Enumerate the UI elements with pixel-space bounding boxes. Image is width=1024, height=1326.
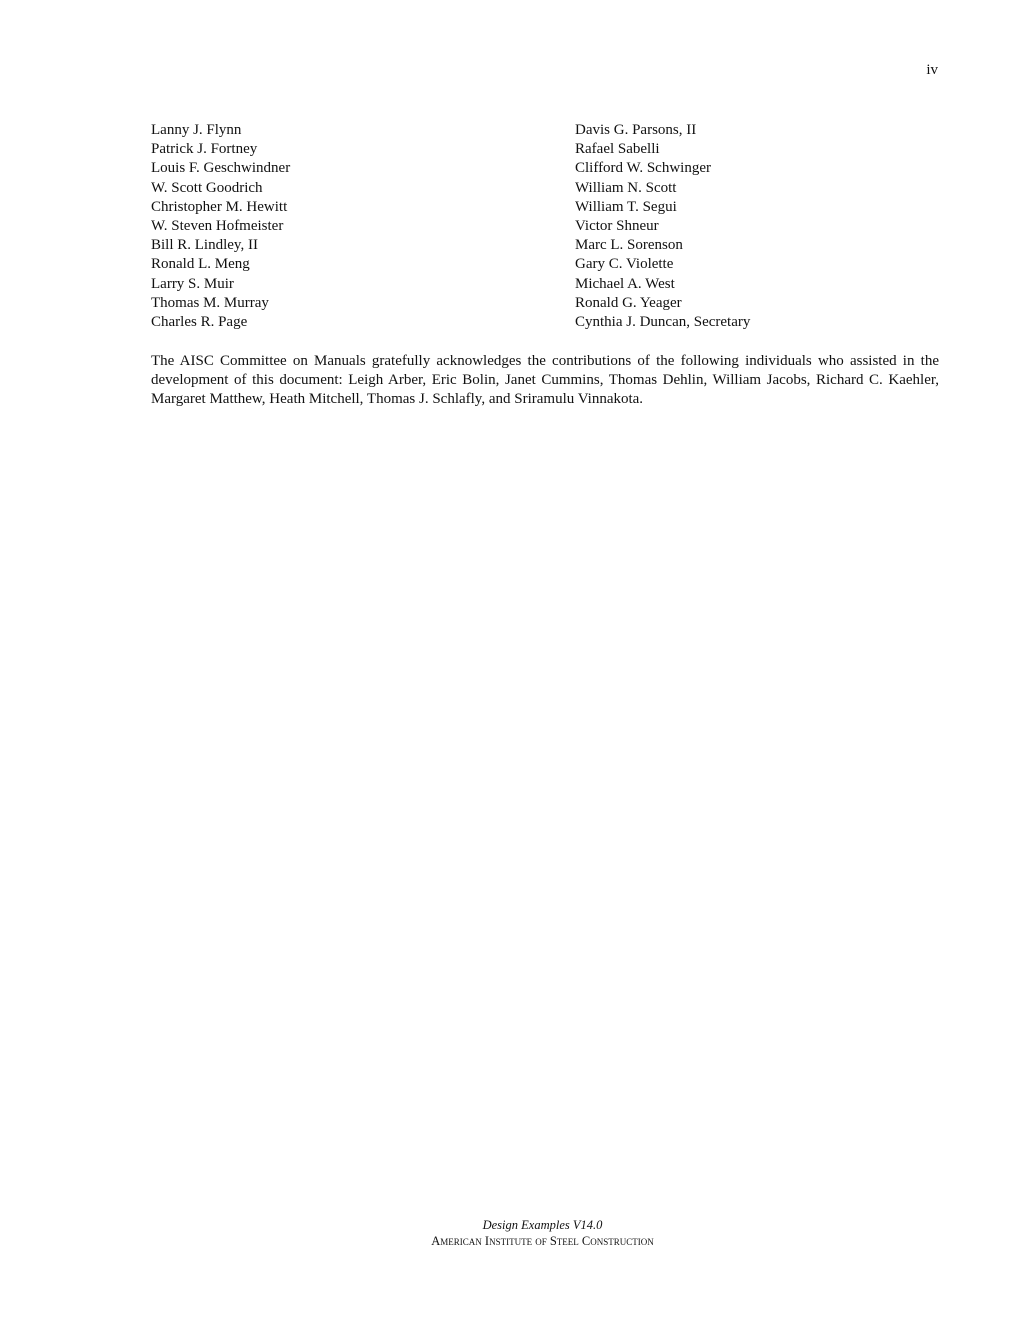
member-name: William T. Segui bbox=[575, 198, 677, 215]
member-name: W. Steven Hofmeister bbox=[151, 218, 284, 235]
member-name: Ronald L. Meng bbox=[151, 256, 250, 273]
member-name: Victor Shneur bbox=[575, 218, 659, 235]
member-name: Rafael Sabelli bbox=[575, 141, 660, 158]
member-name: Ronald G. Yeager bbox=[575, 294, 682, 311]
footer-organization: American Institute of Steel Construction bbox=[431, 1234, 654, 1248]
member-name: Cynthia J. Duncan, Secretary bbox=[575, 314, 751, 331]
member-name: Christopher M. Hewitt bbox=[151, 198, 288, 215]
member-column-left bbox=[151, 121, 575, 332]
member-name: Louis F. Geschwindner bbox=[151, 160, 291, 177]
member-name: Davis G. Parsons, II bbox=[575, 122, 697, 138]
footer-document-title: Design Examples V14.0 bbox=[482, 1218, 603, 1232]
member-name: Gary C. Violette bbox=[575, 256, 674, 273]
member-name: Larry S. Muir bbox=[151, 275, 234, 292]
member-name: Michael A. West bbox=[575, 275, 675, 292]
page-footer bbox=[0, 1218, 1024, 1249]
member-name: Charles R. Page bbox=[151, 314, 248, 331]
member-name: W. Scott Goodrich bbox=[151, 179, 263, 196]
member-name: Clifford W. Schwinger bbox=[575, 160, 711, 177]
member-name: Bill R. Lindley, II bbox=[151, 237, 258, 254]
member-name: William N. Scott bbox=[575, 179, 677, 196]
member-name: Thomas M. Murray bbox=[151, 294, 269, 311]
page-number: iv bbox=[926, 62, 938, 78]
member-column-right bbox=[575, 121, 939, 332]
committee-member-list bbox=[151, 121, 939, 332]
member-name: Lanny J. Flynn bbox=[151, 122, 242, 138]
member-name: Marc L. Sorenson bbox=[575, 237, 683, 254]
acknowledgment-paragraph: The AISC Committee on Manuals gratefully acknowledges the contributions of the following individuals who assisted in the development of this document: Leigh Arber, Eric Bolin, Janet Cummins, Thomas Dehlin, William Jacobs, Richard C. Kaehler, Margaret Matthew, Heath Mitchell, Thomas J. Schlafly, and Sriramulu Vinnakota. bbox=[151, 353, 939, 408]
member-name: Patrick J. Fortney bbox=[151, 141, 258, 158]
